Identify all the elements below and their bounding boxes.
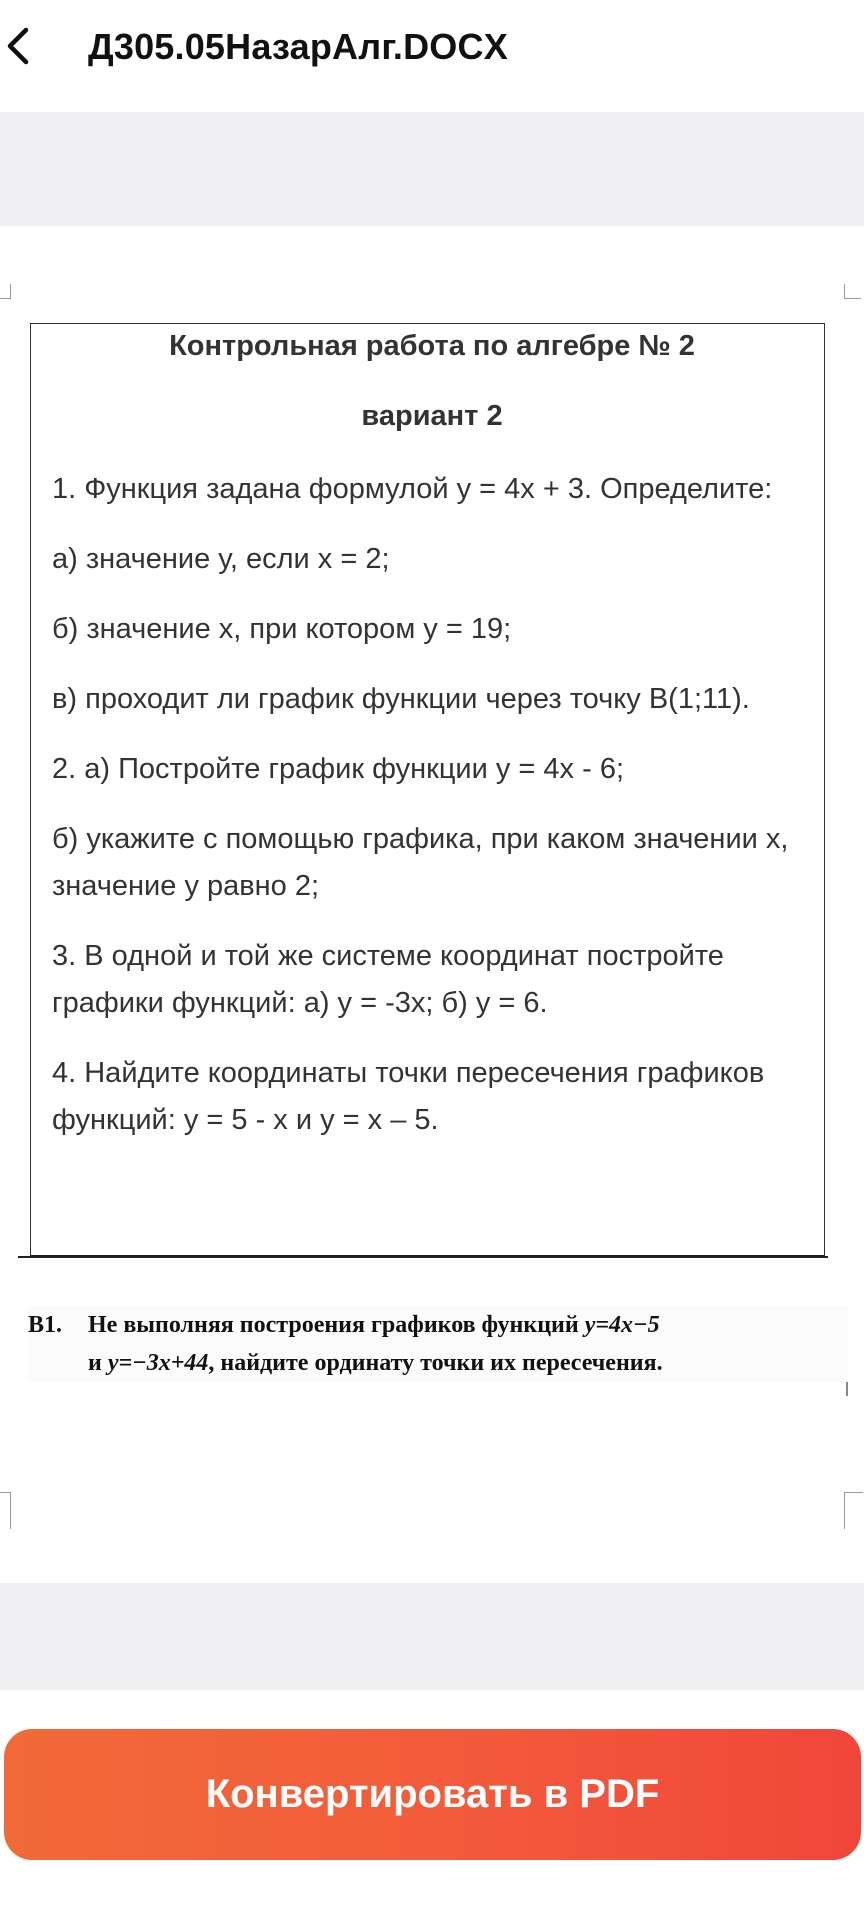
viewer-gap-bottom — [0, 1583, 864, 1690]
task-b1 — [28, 1306, 848, 1382]
task-b1-text: , найдите ординату точки их пересечения. — [208, 1350, 663, 1376]
task-b1-formula: y=−3x+44 — [107, 1350, 209, 1376]
convert-to-pdf-button[interactable]: Конвертировать в PDF — [4, 1729, 861, 1860]
task-line: б) укажите с помощью графика, при каком значении х, значение у равно 2; — [52, 823, 789, 902]
task-line: 1. Функция задана формулой у = 4х + 3. Определите: — [52, 473, 773, 505]
task-line: б) значение х, при котором у = 19; — [52, 613, 512, 645]
file-title: Д305.05НазарАлг.DOCX — [88, 26, 508, 67]
task-b1-formula: y=4x−5 — [584, 1312, 660, 1338]
viewer-gap-top — [0, 112, 864, 226]
task-line: 4. Найдите координаты точки пересечения графиков функций: у = 5 - х и у = х – 5. — [52, 1057, 765, 1136]
page-corner-mark — [844, 284, 861, 299]
task-line: в) проходит ли график функции через точку В(1;11). — [52, 683, 750, 715]
document-title: Контрольная работа по алгебре № 2 — [169, 330, 695, 362]
frame-underline — [18, 1256, 828, 1258]
page-corner-mark — [844, 1492, 863, 1529]
task-b1-number: B1. — [28, 1312, 63, 1338]
task-line: 3. В одной и той же системе координат постройте графики функций: а) у = -3х; б) у = 6. — [52, 940, 724, 1019]
page-corner-mark — [0, 1492, 11, 1529]
chevron-left-icon — [4, 26, 34, 66]
task-line: а) значение у, если х = 2; — [52, 543, 390, 575]
back-button[interactable] — [0, 14, 40, 78]
task-list — [52, 466, 812, 1167]
page-corner-mark — [0, 284, 11, 299]
task-b1-line-2 — [28, 1344, 848, 1382]
task-line: 2. а) Постройте график функции у = 4х - 6; — [52, 753, 625, 785]
document-variant: вариант 2 — [361, 400, 503, 432]
task-b1-text: Не выполняя построения графиков функций — [88, 1312, 585, 1338]
text-cursor-mark — [846, 1382, 848, 1396]
app-header — [0, 0, 864, 112]
task-b1-line-1 — [28, 1306, 848, 1344]
task-b1-text: и — [88, 1350, 108, 1376]
